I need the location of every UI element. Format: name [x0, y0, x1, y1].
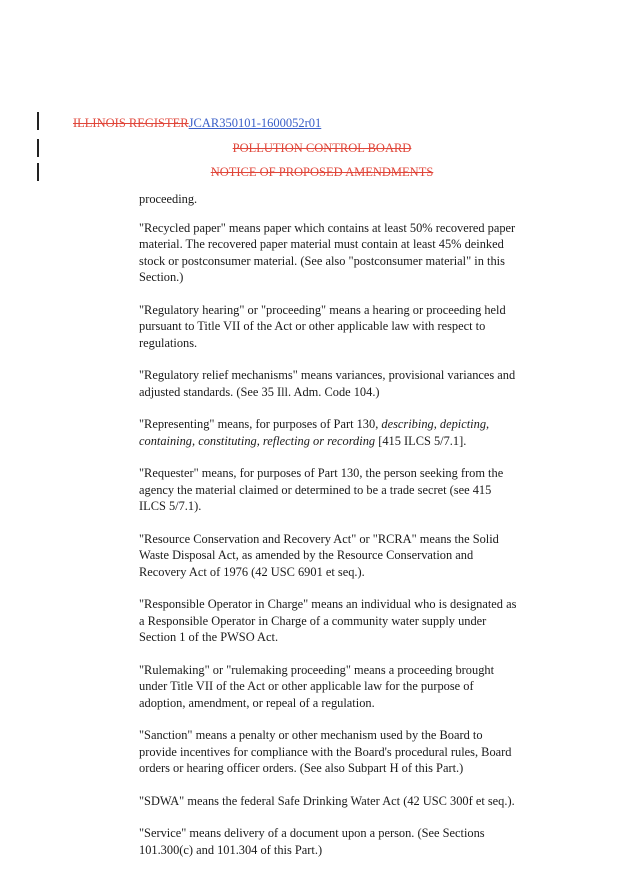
- definition-paragraph: "Regulatory hearing" or "proceeding" means a hearing or proceeding held pursuant to Title VII of the Act or other applicable law with respect to regulations.: [139, 302, 506, 350]
- notice-heading: NOTICE OF PROPOSED AMENDMENTS: [210, 165, 434, 179]
- definition-paragraph: "SDWA" means the federal Safe Drinking Water Act (42 USC 300f et seq.).: [139, 793, 515, 808]
- jcar-inserted-text: JCAR350101-1600052r01: [188, 116, 322, 130]
- definition-paragraph: "Responsible Operator in Charge" means an individual who is designated as a Responsible Operator in Charge of a community water supply under Section 1 of the PWSO Act.: [139, 597, 517, 644]
- definition-paragraph: "Requester" means, for purposes of Part 130, the person seeking from the agency the material claimed or determined to be a trade secret (see 415 ILCS 5/7.1).: [139, 466, 504, 513]
- continuation-text: proceeding.: [139, 192, 198, 206]
- definition-paragraph: "Rulemaking" or "rulemaking proceeding" means a proceeding brought under Title VII of the Act or other applicable law for the purpose of adoption, amendment, or repeal of a regulation.: [139, 662, 495, 710]
- document-body: [139, 191, 519, 874]
- register-header: [73, 116, 321, 131]
- board-heading: POLLUTION CONTROL BOARD: [232, 141, 412, 155]
- definition-text: "Representing" means, for purposes of Part 130,: [139, 417, 382, 431]
- definition-paragraph: "Resource Conservation and Recovery Act" or "RCRA" means the Solid Waste Disposal Act, as amended by the Resource Conservation and Recovery Act of 1976 (42 USC 6901 et seq.).: [139, 531, 499, 579]
- definition-paragraph: "Regulatory relief mechanisms" means variances, provisional variances and adjusted standards. (See 35 Ill. Adm. Code 104.): [139, 368, 516, 399]
- definition-paragraph: "Service" means delivery of a document upon a person. (See Sections 101.300(c) and 101.304 of this Part.): [139, 826, 485, 857]
- statutory-italic-text: describing, depicting, containing, constituting, reflecting or recording: [139, 417, 490, 448]
- definition-paragraph: "Sanction" means a penalty or other mechanism used by the Board to provide incentives for compliance with the Board's procedural rules, Board orders or hearing officer orders. (See also Subpart H of this Part.): [139, 728, 512, 775]
- citation-text: [415 ILCS 5/7.1].: [375, 433, 467, 448]
- definition-paragraph: "Recycled paper" means paper which contains at least 50% recovered paper material. The recovered paper material must contain at least 45% deinked stock or postconsumer material. (See also "postconsumer material" in this Section.): [139, 220, 516, 284]
- change-bar: [37, 112, 39, 130]
- register-struck-text: ILLINOIS REGISTER: [73, 116, 189, 130]
- definition-paragraph: [139, 416, 519, 449]
